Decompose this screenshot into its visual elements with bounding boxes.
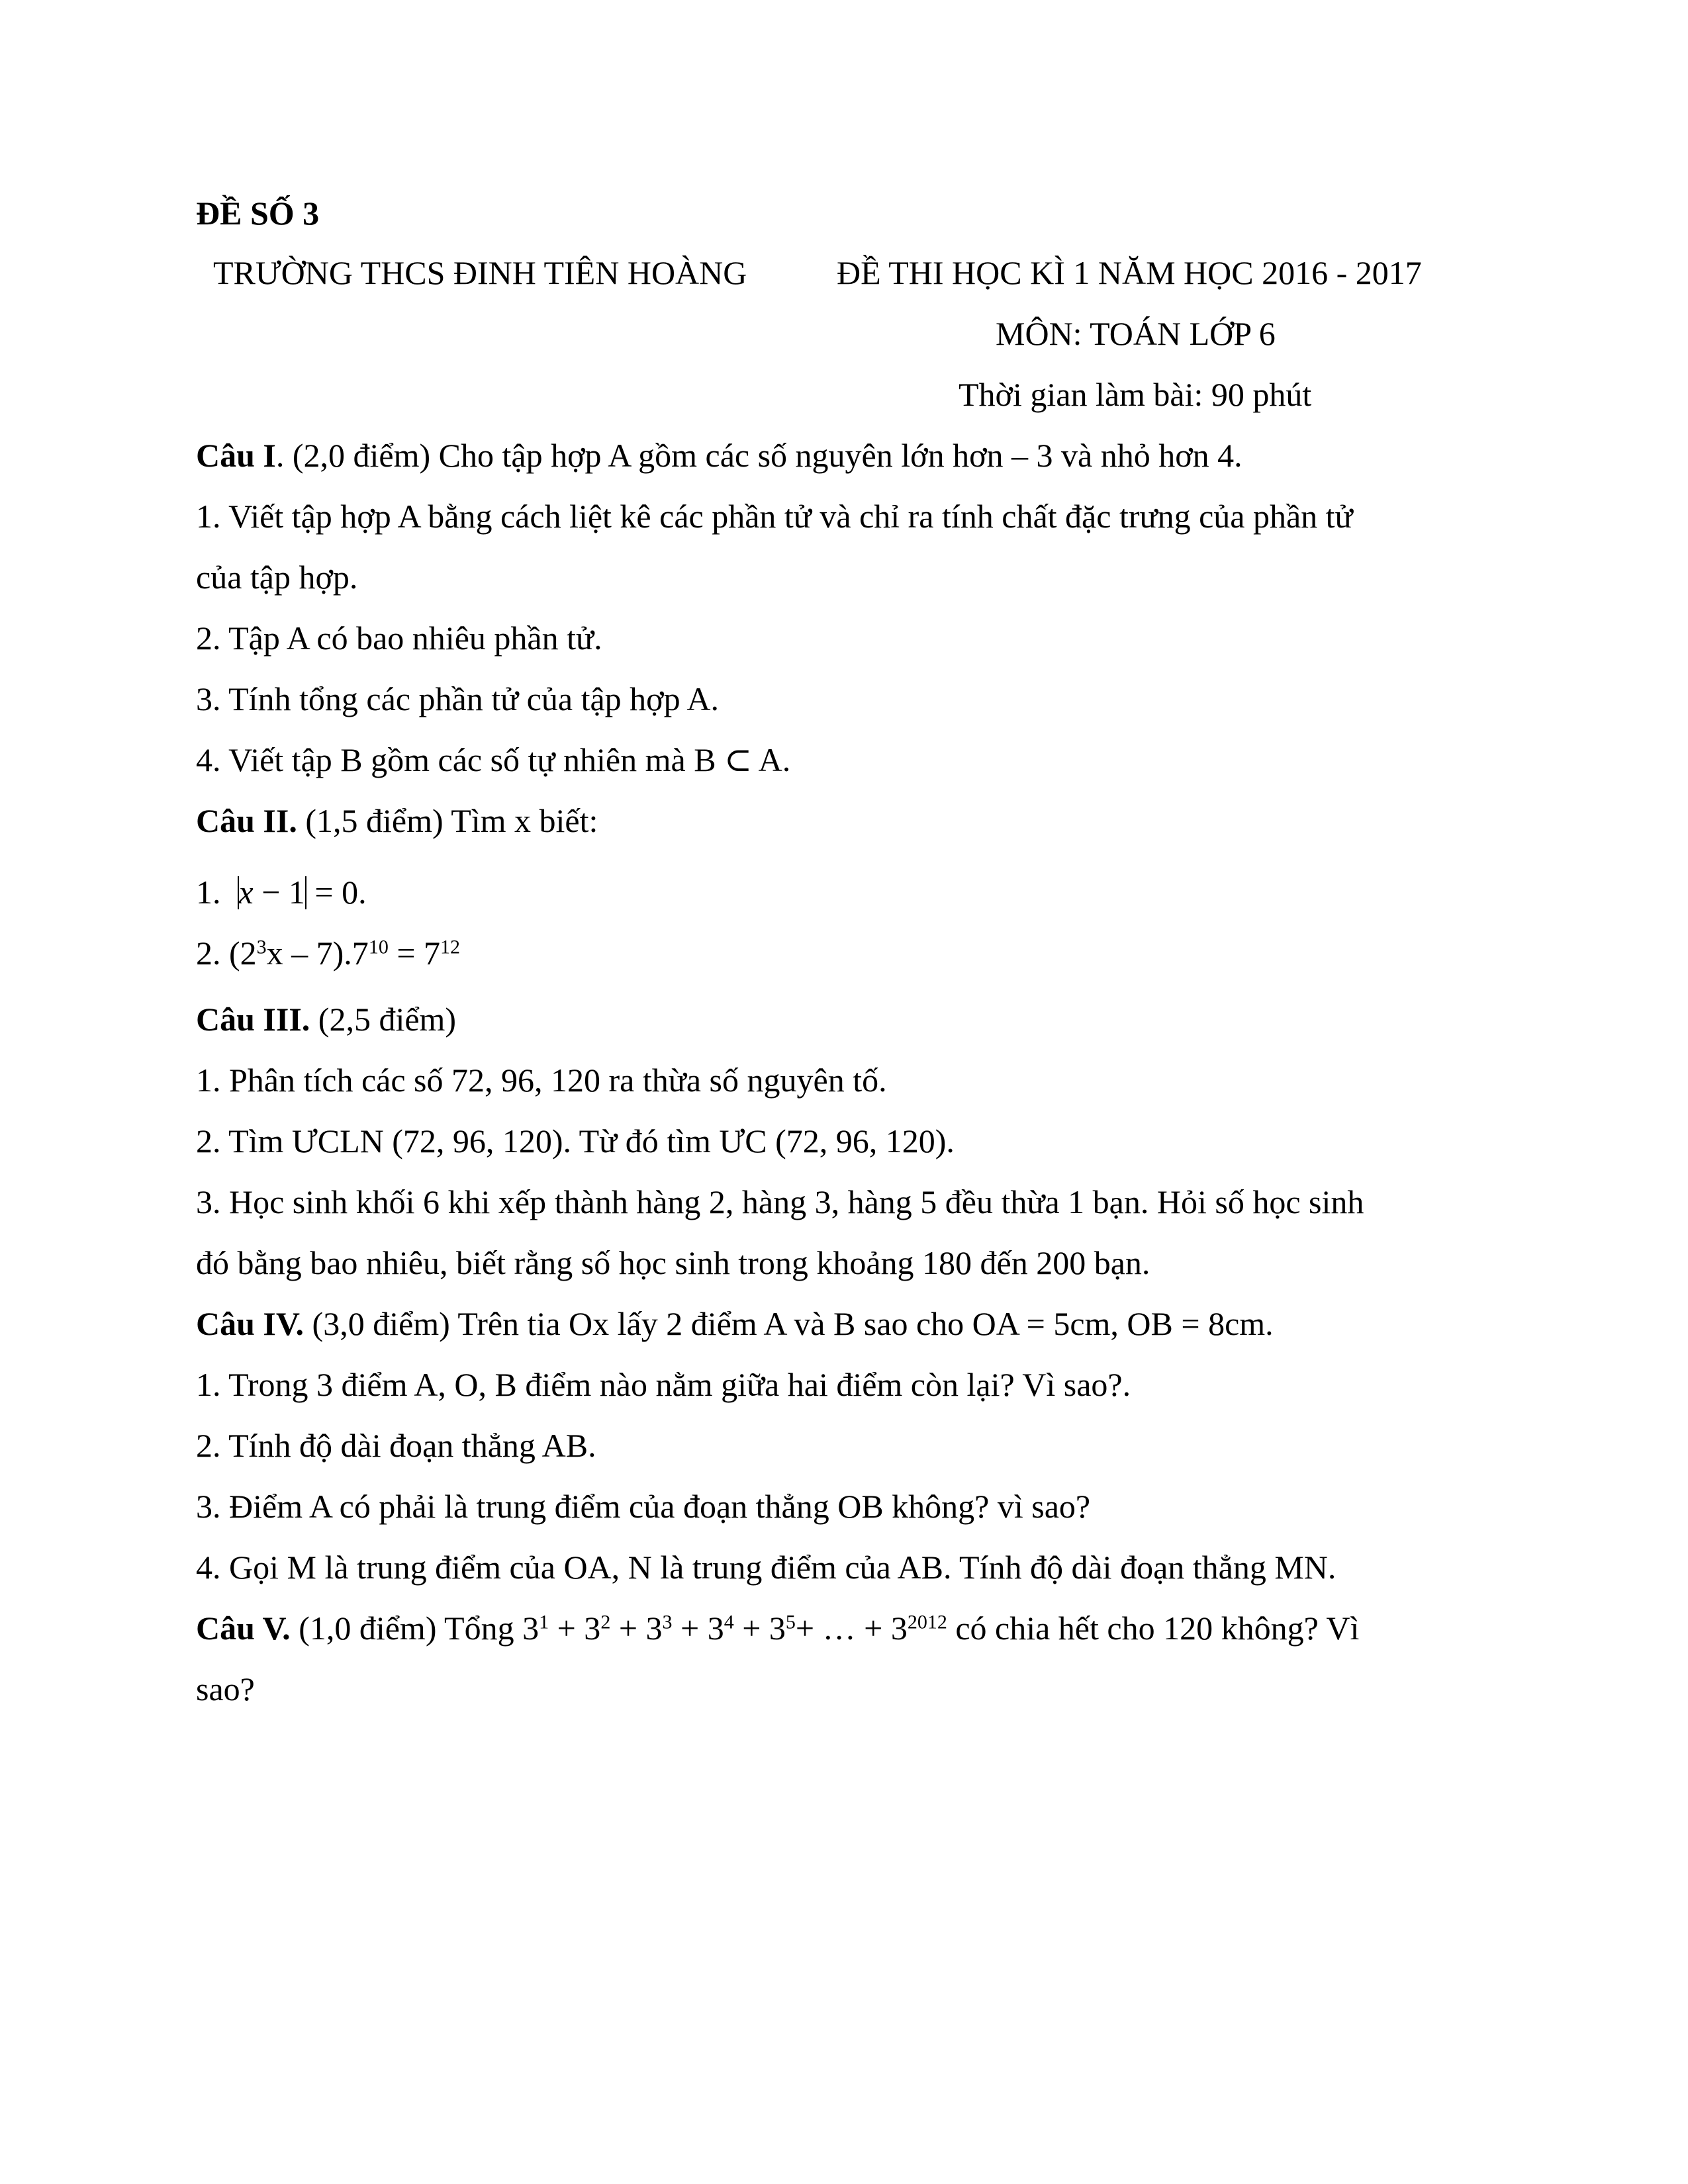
q3-item-3a: 3. Học sinh khối 6 khi xếp thành hàng 2, hàng 3, hàng 5 đều thừa 1 bạn. Hỏi số học sinh bbox=[196, 1183, 1364, 1220]
q3-intro-text: (2,5 điểm) bbox=[310, 1001, 457, 1038]
q5-text-5: + 3 bbox=[733, 1610, 786, 1647]
q5-text-4: + 3 bbox=[672, 1610, 724, 1647]
q5-exp-4: 4 bbox=[724, 1611, 734, 1633]
subject-line: MÔN: TOÁN LỚP 6 bbox=[996, 315, 1276, 352]
q2-exponent-3: 12 bbox=[440, 936, 461, 958]
q5-heading: Câu V. bbox=[196, 1610, 291, 1647]
q2-item-2-part-b: x – 7).7 bbox=[266, 934, 369, 972]
q2-item-1-number: 1. bbox=[196, 874, 221, 911]
q2-minus-one: − 1 bbox=[253, 874, 305, 911]
q5-text-2: + 3 bbox=[549, 1610, 601, 1647]
q5-text-7: có chia hết cho 120 không? Vì bbox=[947, 1610, 1360, 1647]
q1-item-4: 4. Viết tập B gồm các số tự nhiên mà B ⊂ A. bbox=[196, 741, 791, 778]
q5-exp-2: 2 bbox=[600, 1611, 611, 1633]
exam-label: ĐỀ SỐ 3 bbox=[196, 195, 320, 232]
q4-item-1: 1. Trong 3 điểm A, O, B điểm nào nằm giữa hai điểm còn lại? Vì sao?. bbox=[196, 1366, 1131, 1403]
q5-text-1: (1,0 điểm) Tổng 3 bbox=[290, 1610, 539, 1647]
exam-title: ĐỀ THI HỌC KÌ 1 NĂM HỌC 2016 - 2017 bbox=[837, 254, 1422, 291]
q5-exp-3: 3 bbox=[662, 1611, 673, 1633]
q1-intro bbox=[196, 435, 1243, 475]
q4-item-2: 2. Tính độ dài đoạn thẳng AB. bbox=[196, 1427, 596, 1464]
q2-intro bbox=[196, 801, 598, 841]
q1-heading: Câu I bbox=[196, 437, 276, 474]
q2-intro-text: (1,5 điểm) Tìm x biết: bbox=[297, 802, 598, 839]
q1-item-3: 3. Tính tổng các phần tử của tập hợp A. bbox=[196, 680, 719, 717]
q1-item-2: 2. Tập A có bao nhiêu phần tử. bbox=[196, 619, 602, 657]
q1-item-1b: của tập hợp. bbox=[196, 559, 358, 596]
q4-item-3: 3. Điểm A có phải là trung điểm của đoạn thẳng OB không? vì sao? bbox=[196, 1488, 1091, 1525]
q2-equals-zero: = 0. bbox=[306, 874, 367, 911]
q5-text-3: + 3 bbox=[610, 1610, 663, 1647]
q4-intro-text: (3,0 điểm) Trên tia Ox lấy 2 điểm A và B sao cho OA = 5cm, OB = 8cm. bbox=[304, 1305, 1274, 1342]
q2-item-2-part-a: 2. (2 bbox=[196, 934, 257, 972]
q5-line-1 bbox=[196, 1608, 1359, 1648]
q1-intro-text: . (2,0 điểm) Cho tập hợp A gồm các số nguyên lớn hơn – 3 và nhỏ hơn 4. bbox=[275, 437, 1243, 474]
q5-text-6: + … + 3 bbox=[795, 1610, 908, 1647]
school-name: TRƯỜNG THCS ĐINH TIÊN HOÀNG bbox=[213, 254, 747, 291]
q2-exponent-1: 3 bbox=[256, 936, 267, 958]
q4-item-4: 4. Gọi M là trung điểm của OA, N là trung điểm của AB. Tính độ dài đoạn thẳng MN. bbox=[196, 1549, 1336, 1586]
q2-heading: Câu II. bbox=[196, 802, 297, 839]
q3-heading: Câu III. bbox=[196, 1001, 310, 1038]
q2-item-2-part-c: = 7 bbox=[388, 934, 441, 972]
q3-intro bbox=[196, 999, 456, 1039]
q2-var-x: x bbox=[238, 874, 254, 911]
q2-item-1 bbox=[196, 872, 367, 912]
q3-item-3b: đó bằng bao nhiêu, biết rằng số học sinh trong khoảng 180 đến 200 bạn. bbox=[196, 1244, 1150, 1281]
duration-line: Thời gian làm bài: 90 phút bbox=[959, 376, 1312, 413]
q5-exp-1: 1 bbox=[539, 1611, 549, 1633]
q2-item-2 bbox=[196, 933, 460, 973]
q4-heading: Câu IV. bbox=[196, 1305, 305, 1342]
q3-item-2: 2. Tìm ƯCLN (72, 96, 120). Từ đó tìm ƯC (72, 96, 120). bbox=[196, 1122, 955, 1160]
q3-item-1: 1. Phân tích các số 72, 96, 120 ra thừa số nguyên tố. bbox=[196, 1062, 887, 1099]
q5-line-2: sao? bbox=[196, 1670, 255, 1707]
q5-exp-6: 2012 bbox=[907, 1611, 947, 1633]
q4-intro bbox=[196, 1304, 1274, 1343]
q1-item-1a: 1. Viết tập hợp A bằng cách liệt kê các phần tử và chỉ ra tính chất đặc trưng của phần tử bbox=[196, 498, 1353, 535]
q2-exponent-2: 10 bbox=[368, 936, 389, 958]
q5-exp-5: 5 bbox=[785, 1611, 796, 1633]
